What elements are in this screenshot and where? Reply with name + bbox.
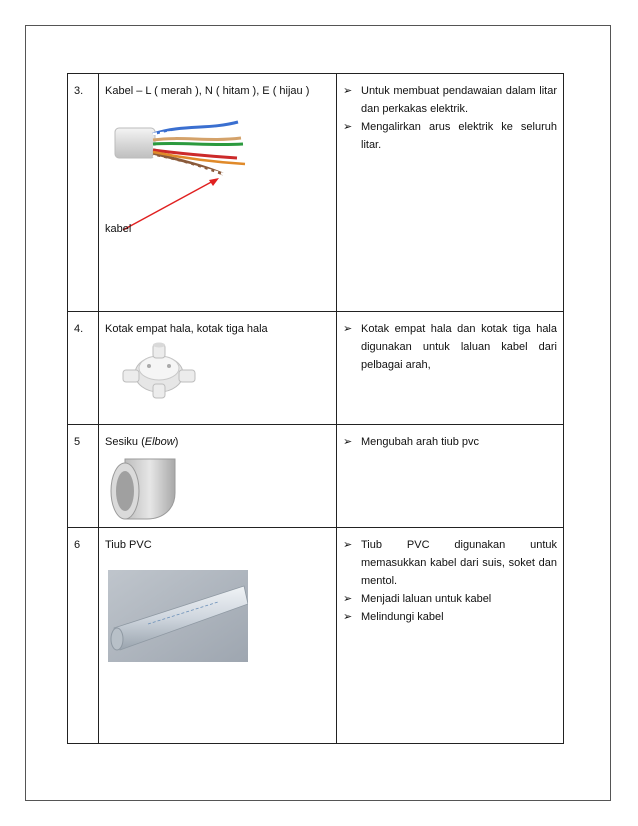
- table-row: [68, 74, 564, 312]
- row-number: 6: [68, 528, 99, 744]
- row-number: 5: [68, 425, 99, 528]
- callout-label: kabel: [105, 223, 132, 235]
- pvc-elbow-image: [103, 453, 183, 523]
- function-item: ➢ Untuk membuat pendawaian dalam litar dan perkakas elektrik.: [343, 82, 557, 118]
- row-number: 3.: [68, 74, 99, 312]
- function-item: ➢ Mengubah arah tiub pvc: [343, 433, 557, 451]
- component-name: Kotak empat hala, kotak tiga hala: [105, 323, 268, 335]
- function-item: ➢ Melindungi kabel: [343, 608, 557, 626]
- junction-box-image: [119, 340, 199, 400]
- function-cell: [337, 74, 564, 312]
- component-cell: [99, 74, 337, 312]
- pvc-pipe-image: [108, 570, 248, 662]
- function-cell: [337, 528, 564, 744]
- function-cell: [337, 425, 564, 528]
- cable-wires-image: [113, 104, 251, 182]
- function-cell: [337, 312, 564, 425]
- table-row: [68, 425, 564, 528]
- function-item: ➢ Kotak empat hala dan kotak tiga hala digunakan untuk laluan kabel dari pelbagai arah,: [343, 320, 557, 374]
- table-row: [68, 312, 564, 425]
- function-item: ➢ Tiub PVC digunakan untuk memasukkan kabel dari suis, soket dan mentol.: [343, 536, 557, 590]
- component-name: Tiub PVC: [105, 539, 152, 551]
- component-cell: [99, 528, 337, 744]
- row-number: 4.: [68, 312, 99, 425]
- component-cell: [99, 312, 337, 425]
- function-item: ➢ Menjadi laluan untuk kabel: [343, 590, 557, 608]
- component-cell: [99, 425, 337, 528]
- callout-arrow-icon: [119, 174, 229, 234]
- table-row: [68, 528, 564, 744]
- component-name: Sesiku (Elbow): [105, 436, 179, 448]
- function-item: ➢ Mengalirkan arus elektrik ke seluruh litar.: [343, 118, 557, 154]
- component-name: Kabel – L ( merah ), N ( hitam ), E ( hijau ): [105, 85, 310, 97]
- component-table: [67, 73, 564, 744]
